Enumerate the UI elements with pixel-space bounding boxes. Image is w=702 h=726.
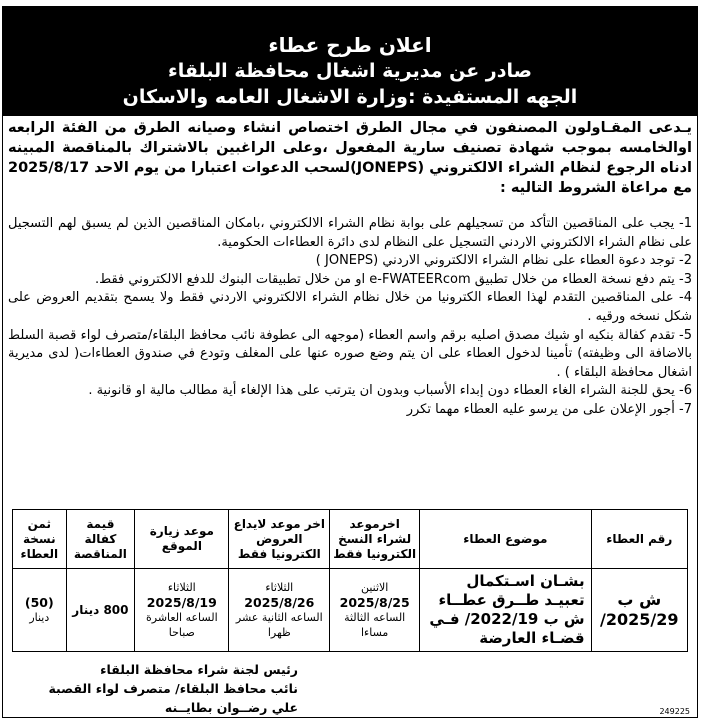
signature-position: نائب محافظ البلقاء/ متصرف لواء القصبة xyxy=(48,681,298,696)
signature-title: رئيس لجنة شراء محافظة البلقاء xyxy=(100,662,298,677)
header-beneficiary: الجهه المستفيدة :وزارة الاشغال العامه والاسكان xyxy=(122,86,578,108)
conditions-list xyxy=(8,215,692,420)
signature-name: علي رضــوان بطايــنه xyxy=(164,700,298,715)
col-header: موضوع العطاء xyxy=(420,510,591,569)
tender-table xyxy=(12,509,688,652)
col-header: رقم العطاء xyxy=(591,510,687,569)
intro-paragraph: يـدعى المقـاولون المصنفون في مجال الطرق اختصاص انشاء وصيانه الطرق من الفئة الرابعه اوالخامسه بموجب شهادة تصنيف سارية المفعول ،وعلى الراغبين بالاشتراك بالمناقصة المبينه ادناه الرجوع لنظام الشراء الالكتروني (JONEPS)لسحب الدعوات اعتبارا من يوم الاحد 2025/8/17 مع مراعاة الشروط التاليه : xyxy=(7,120,692,196)
condition-item: 2- توجد دعوة العطاء على نظام الشراء الالكتروني الاردني (JONEPS ) xyxy=(315,253,692,269)
purchase-deadline-cell xyxy=(330,569,420,652)
announcement-header xyxy=(2,30,698,116)
col-header: ثمن نسخة العطاء xyxy=(13,510,67,569)
copy-price-unit: دينار xyxy=(29,611,50,624)
site-visit-cell xyxy=(135,569,229,652)
submission-day: الثلاثاء xyxy=(265,581,294,594)
copy-price-cell xyxy=(13,569,67,652)
submission-deadline-cell xyxy=(229,569,330,652)
table-header-row xyxy=(13,510,688,569)
condition-item: 7- أجور الإعلان على من يرسو عليه العطاء مهما تكرر xyxy=(406,401,692,417)
tender-number: ش ب 2025/29/ xyxy=(591,569,687,652)
tender-subject: بشـان اسـتكمال تعبيـد طــرق عطــاء ش ب 2022/19/ فـي قضـاء العارضة xyxy=(420,569,591,652)
visit-day: الثلاثاء xyxy=(167,581,196,594)
purchase-day: الاثنين xyxy=(360,581,389,594)
visit-date: 2025/8/19 xyxy=(146,595,217,610)
table-row xyxy=(13,569,688,652)
submission-time: الساعه الثانية عشر ظهرا xyxy=(235,611,323,639)
col-header: موعد زيارة الموقع xyxy=(135,510,229,569)
header-title: اعلان طرح عطاء xyxy=(268,33,432,57)
col-header: اخر موعد لايداع العروض الكترونيا فقط xyxy=(229,510,330,569)
signature-block xyxy=(18,660,298,717)
condition-item: 1- يجب على المناقصين التأكد من تسجيلهم على بوابة نظام الشراء الالكتروني ،بامكان المناقصين الذين لم يسبق لهم التسجيل على نظام الشراء الالكتروني الاردني التسجيل على النظام لدى دائرة العطاءات الحكومية. xyxy=(8,216,692,250)
header-issuer: صادر عن مديرية اشغال محافظة البلقاء xyxy=(168,60,532,82)
guarantee-value: 800 دينار xyxy=(66,569,135,652)
condition-item: 5- تقدم كفالة بنكيه او شيك مصدق اصليه برقم واسم العطاء (موجهه الى عطوفة نائب محافظ البلقاء/متصرف لواء قصبة السلط بالاضافة الى وظيفته) تأمينا لدخول العطاء على ان يتم وضع صوره عنها على المغلف وتودع في صندوق العطاءات( لدى مديرية اشغال محافظة البلقاء ) . xyxy=(8,327,692,380)
purchase-date: 2025/8/25 xyxy=(339,595,410,610)
condition-item: 6- يحق للجنة الشراء الغاء العطاء دون إبداء الأسباب وبدون ان يترتب على هذا الإلغاء أية مطالب مالية او قانونية . xyxy=(88,383,692,399)
col-header: قيمة كفالة المناقصة xyxy=(66,510,135,569)
col-header: اخرموعد لشراء النسخ الكترونيا فقط xyxy=(330,510,420,569)
copy-price: (50) xyxy=(24,595,54,610)
condition-item: 3- يتم دفع نسخة العطاء من خلال تطبيق e-FWATEERcom او من خلال تطبيقات البنوك للدفع الالكتروني فقط. xyxy=(94,271,692,287)
submission-date: 2025/8/26 xyxy=(244,595,315,610)
visit-time: الساعه العاشرة صباحا xyxy=(145,611,218,639)
purchase-time: الساعه الثالثة مساءا xyxy=(344,611,406,639)
ad-code: 249225 xyxy=(659,707,690,716)
condition-item: 4- على المناقصين التقدم لهذا العطاء الكترونيا من خلال نظام الشراء الالكتروني الاردني فقط ولا يسمح بتقديم العروض على شكل نسخه ورقيه . xyxy=(8,290,692,324)
